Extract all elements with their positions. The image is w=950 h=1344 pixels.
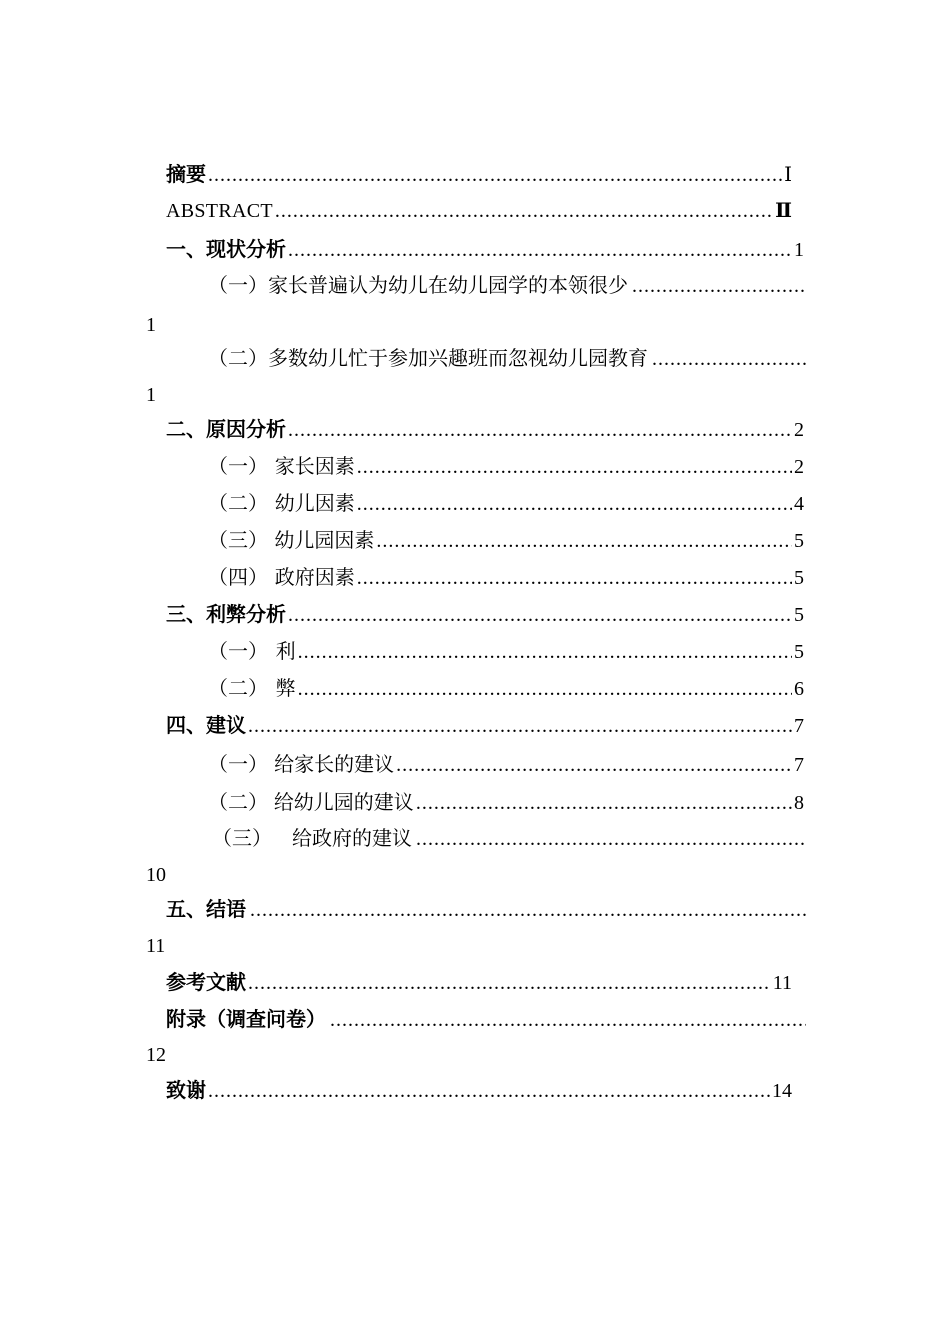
- toc-title: 多数幼儿忙于参加兴趣班而忽视幼儿园教育: [268, 348, 648, 370]
- toc-leader: [330, 1009, 806, 1031]
- toc-entry-section-4-2[interactable]: [208, 787, 804, 817]
- toc-leader: [357, 563, 792, 592]
- toc-page-number: 1: [794, 239, 804, 261]
- toc-number: （三）: [208, 528, 268, 552]
- toc-leader: [208, 1076, 770, 1105]
- toc-number: （一）: [208, 752, 268, 776]
- toc-leader: [652, 348, 806, 370]
- toc-page-number: 12: [146, 1044, 166, 1066]
- toc-number: （四）: [208, 565, 268, 589]
- toc-leader: [357, 452, 792, 481]
- toc-number: （一）: [208, 454, 268, 478]
- toc-page-number: 11: [772, 972, 792, 994]
- toc-leader: [376, 526, 792, 555]
- toc-entry-section-2[interactable]: [166, 414, 804, 444]
- toc-page-number: 5: [794, 604, 804, 626]
- toc-page-number: 14: [772, 1080, 792, 1102]
- toc-number: （二）: [208, 491, 268, 515]
- toc-page-number: 1: [146, 384, 156, 406]
- toc-number: （三）: [212, 828, 272, 850]
- toc-title: 家长因素: [274, 454, 355, 478]
- toc-page-number: 1: [146, 314, 156, 336]
- toc-number: （二）: [208, 790, 268, 814]
- toc-page-number: 4: [794, 493, 804, 515]
- toc-entry-section-1-1[interactable]: [208, 271, 806, 301]
- toc-page-number: 2: [794, 419, 804, 441]
- toc-number: （二）: [208, 676, 268, 700]
- toc-leader: [396, 750, 792, 779]
- toc-title: 给幼儿园的建议: [273, 790, 414, 814]
- toc-title: 家长普遍认为幼儿在幼儿园学的本领很少: [268, 275, 628, 297]
- toc-entry-section-4-3[interactable]: [212, 824, 806, 854]
- toc-leader: [298, 674, 792, 703]
- toc-title: 幼儿因素: [274, 491, 355, 515]
- toc-leader: [416, 788, 792, 817]
- toc-entry-section-3[interactable]: [166, 599, 804, 629]
- toc-leader: [288, 415, 792, 444]
- toc-page-number: 8: [794, 792, 804, 814]
- toc-title: 三、利弊分析: [166, 602, 286, 626]
- toc-entry-section-4[interactable]: [166, 710, 804, 740]
- toc-title: 摘要: [166, 162, 206, 186]
- toc-entry-section-2-4[interactable]: [208, 562, 804, 592]
- toc-page-number: 2: [794, 456, 804, 478]
- toc-leader: [288, 235, 792, 264]
- toc-page-number: Ⅱ: [775, 200, 792, 222]
- toc-page-number: 11: [146, 935, 166, 957]
- toc-page-number: 10: [146, 864, 166, 886]
- toc-entry-section-1[interactable]: [166, 234, 804, 264]
- toc-leader: [208, 160, 782, 189]
- toc-entry-abstract-en[interactable]: [166, 196, 792, 226]
- toc-title: 四、建议: [166, 713, 246, 737]
- toc-title: 幼儿园因素: [274, 528, 375, 552]
- toc-entry-section-2-1[interactable]: [208, 451, 804, 481]
- toc-leader: [248, 968, 771, 997]
- toc-number: （一）: [208, 639, 268, 663]
- toc-title: 二、原因分析: [166, 417, 286, 441]
- toc-number: （二）: [208, 348, 268, 370]
- toc-title: 政府因素: [274, 565, 355, 589]
- toc-title: 致谢: [166, 1078, 206, 1102]
- toc-leader: [632, 275, 806, 297]
- toc-entry-references[interactable]: [166, 967, 792, 997]
- toc-title: 给家长的建议: [274, 752, 395, 776]
- toc-leader: [248, 711, 792, 740]
- toc-leader: [357, 489, 792, 518]
- toc-entry-section-5[interactable]: [166, 894, 806, 924]
- toc-title: 附录（调查问卷）: [166, 1007, 326, 1031]
- toc-entry-thanks[interactable]: [166, 1075, 792, 1105]
- toc-page-number: 6: [794, 678, 804, 700]
- toc-leader: [298, 637, 792, 666]
- toc-title: ABSTRACT: [166, 200, 273, 222]
- toc-entry-section-3-2[interactable]: [208, 673, 804, 703]
- toc-leader: [288, 600, 792, 629]
- toc-entry-abstract-cn[interactable]: [166, 159, 792, 189]
- toc-leader: [275, 196, 773, 226]
- toc-title: 给政府的建议: [292, 828, 412, 850]
- toc-entry-section-3-1[interactable]: [208, 636, 804, 666]
- toc-title: 一、现状分析: [166, 237, 286, 261]
- toc-page-number: 7: [794, 715, 804, 737]
- toc-leader: [250, 899, 806, 921]
- toc-entry-section-4-1[interactable]: [208, 749, 804, 779]
- toc-entry-section-2-3[interactable]: [208, 525, 804, 555]
- toc-entry-section-1-2[interactable]: [208, 344, 806, 374]
- toc-page-number: 5: [794, 530, 804, 552]
- toc-page-number: Ⅰ: [784, 164, 792, 186]
- toc-page-number: 5: [794, 567, 804, 589]
- toc-entry-section-2-2[interactable]: [208, 488, 804, 518]
- toc-entry-appendix[interactable]: [166, 1004, 806, 1034]
- toc-title: 弊: [275, 676, 296, 700]
- toc-title: 利: [275, 639, 296, 663]
- toc-title: 五、结语: [166, 897, 246, 921]
- toc-number: （一）: [208, 275, 268, 297]
- toc-leader: [416, 828, 806, 850]
- toc-page-number: 7: [794, 754, 804, 776]
- toc-page-number: 5: [794, 641, 804, 663]
- toc-title: 参考文献: [166, 970, 246, 994]
